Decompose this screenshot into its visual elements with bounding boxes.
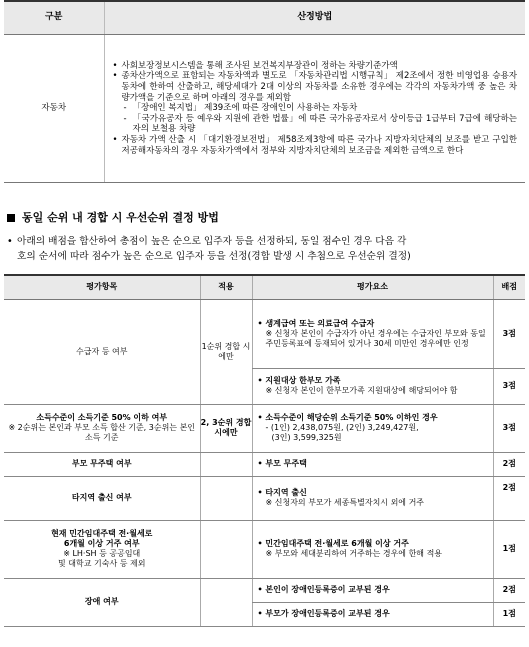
item-note: ※ 2순위는 본인과 부모 소득 합산 기준, 3순위는 본인 소득 기준	[8, 423, 196, 443]
table-row	[4, 520, 525, 578]
apply-cell-empty	[200, 520, 252, 578]
factor-title: • 본인이 장애인등록증이 교부된 경우	[258, 585, 489, 595]
method-bullet	[113, 71, 518, 135]
score-cell: 1점	[493, 520, 525, 578]
item-cell	[4, 404, 200, 452]
col-header-method: 산정방법	[104, 1, 525, 35]
table-row	[4, 299, 525, 368]
exception-item: - 「장애인 복지법」 제39조에 따른 장애인이 사용하는 자동차	[124, 103, 518, 114]
col-header-factor: 평가요소	[252, 275, 493, 300]
factor-title: • 생계급여 또는 의료급여 수급자	[258, 319, 489, 329]
item-cell: 부모 무주택 여부	[4, 452, 200, 476]
factor-cell	[252, 452, 493, 476]
apply-cell: 2, 3순위 경합 시에만	[200, 404, 252, 452]
apply-cell-empty	[200, 578, 252, 626]
item-cell: 수급자 등 여부	[4, 299, 200, 404]
factor-note: ※ 부모와 세대분리하여 거주하는 경우에 한해 적용	[265, 549, 443, 559]
score-cell: 3점	[493, 299, 525, 368]
square-bullet-icon	[7, 214, 15, 222]
item-cell: 장애 여부	[4, 578, 200, 626]
item-note: 및 대학교 기숙사 등 제외	[58, 559, 146, 569]
method-list	[113, 61, 518, 157]
col-header-score: 배점	[493, 275, 525, 300]
bullet-icon: •	[7, 235, 13, 247]
score-cell: 2점	[493, 452, 525, 476]
vehicle-method-cell	[104, 35, 525, 183]
method-bullet: • 사회보장정보시스템을 통해 조사된 보건복지부장관이 정하는 차량기준가액	[113, 61, 518, 72]
factor-cell	[252, 578, 493, 602]
priority-score-table	[4, 274, 525, 627]
factor-title: • 타지역 출신	[258, 488, 489, 498]
factor-cell	[252, 404, 493, 452]
col-header-category: 구분	[4, 1, 104, 35]
method-bullet-text: 종차산가액으로 표함되는 자동차액과 별도로 「자동차관리법 시행규칙」 제2조에서 정한 비영업용 승용자동차에 한하여 산출하고, 해당세대가 2대 이상의 자동차를 소유한 경우에는 각각의 자동차가액 중 높은 차량가액을 기준으로 하며 아래의 경우를 제외함	[121, 71, 517, 103]
item-note: ※ LH·SH 등 공공임대	[63, 549, 141, 559]
section-title: 동일 순위 내 경합 시 우선순위 결정 방법	[22, 211, 219, 224]
apply-cell-empty	[200, 476, 252, 520]
table-row	[4, 578, 525, 602]
item-title: 6개월 이상 거주 여부	[63, 539, 140, 549]
score-cell: 3점	[493, 404, 525, 452]
factor-cell	[252, 476, 493, 520]
factor-title: • 부모가 장애인등록증이 교부된 경우	[258, 609, 489, 619]
item-cell: 타지역 출신 여부	[4, 476, 200, 520]
factor-note: ※ 신청자의 부모가 세종특별자치시 외에 거주	[265, 498, 425, 508]
item-title: 현재 민간임대주택 전·월세로	[51, 529, 153, 539]
score-cell: 2점	[493, 578, 525, 602]
table-row	[4, 476, 525, 520]
intro-line: 호의 순서에 따라 점수가 높은 순으로 입주자 등을 선정(경합 발생 시 추첨으로 우선순위 결정)	[17, 250, 411, 262]
factor-cell	[252, 368, 493, 404]
item-title: 소득수준이 소득기준 50% 이하 여부	[36, 413, 168, 423]
factor-note: ※ 신청자 본인이 한부모가족 지원대상에 해당되어야 함	[265, 386, 458, 396]
col-header-apply: 적용	[200, 275, 252, 300]
factor-cell	[252, 602, 493, 626]
row-label-vehicle: 자동차	[4, 35, 104, 183]
section-intro	[4, 234, 525, 264]
section-heading	[4, 211, 525, 225]
method-bullet: • 자동차 가액 산출 시 「대기환경보전법」 제58조제3항에 따른 국가나 지방자치단체의 보조를 받고 구입한 저공해자동차의 경우 자동차가액에서 정부와 지방자치단체의 보조금을 제외한 금액으로 한다	[113, 135, 518, 156]
score-cell: 2점	[493, 476, 525, 520]
exception-item: - 「국가유공자 등 예우와 지원에 관한 법률」에 따른 국가유공자로서 상이등급 1급부터 7급에 해당하는 자의 보철용 차량	[124, 114, 518, 135]
factor-note: ※ 신청자 본인이 수급자가 아닌 경우에는 수급자인 부모와 동일 주민등록표에 등재되어 있거나 30세 미만인 경우에만 인정	[265, 328, 486, 348]
factor-title: • 소득수준이 해당순위 소득기준 50% 이하인 경우	[258, 413, 489, 423]
score-cell: 1점	[493, 602, 525, 626]
factor-cell	[252, 299, 493, 368]
factor-title: • 지원대상 한부모 가족	[258, 376, 489, 386]
table-row	[4, 404, 525, 452]
factor-title: • 부모 무주택	[258, 459, 489, 469]
vehicle-criteria-table	[4, 0, 525, 183]
item-cell	[4, 520, 200, 578]
apply-cell-empty	[200, 452, 252, 476]
apply-cell: 1순위 경합 시에만	[200, 299, 252, 404]
score-cell: 3점	[493, 368, 525, 404]
factor-cell	[252, 520, 493, 578]
intro-line: 아래의 배점을 합산하여 총점이 높은 순으로 입주자 등을 선정하되, 동일 점수인 경우 다음 각	[17, 235, 407, 247]
factor-detail: (3인) 3,599,325원	[271, 433, 342, 443]
table-row	[4, 452, 525, 476]
factor-detail: - (1인) 2,438,075원, (2인) 3,249,427원,	[265, 423, 419, 433]
factor-title: • 민간임대주택 전·월세로 6개월 이상 거주	[258, 539, 489, 549]
col-header-item: 평가항목	[4, 275, 200, 300]
